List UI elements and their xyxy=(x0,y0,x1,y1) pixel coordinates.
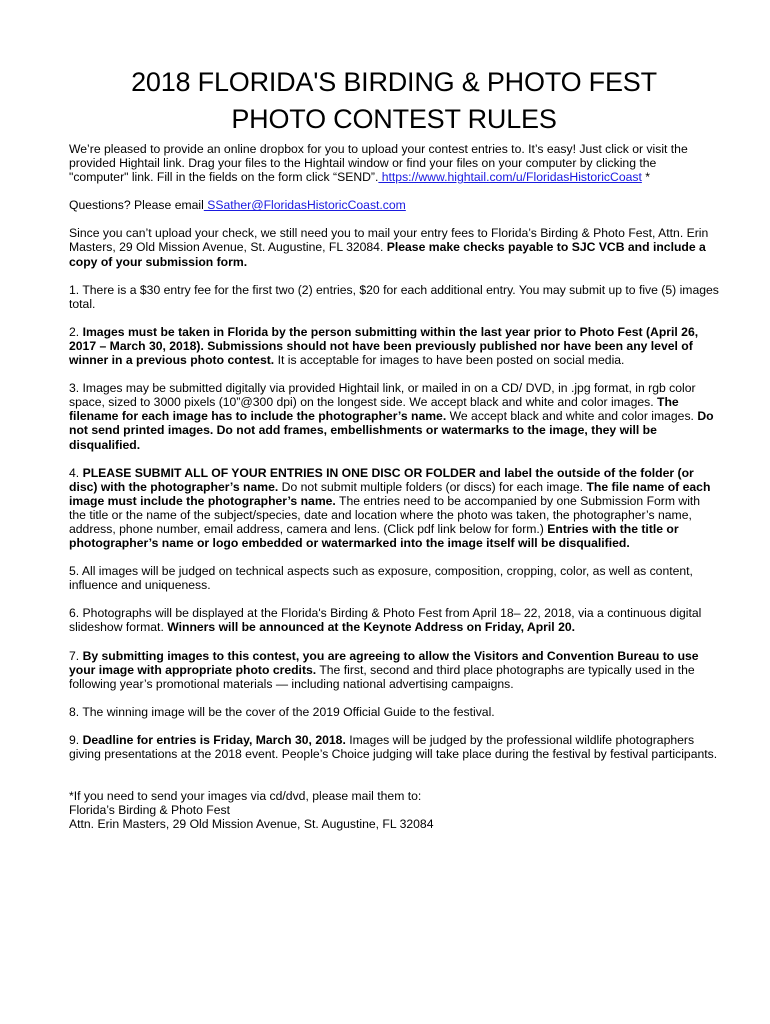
rule-9 xyxy=(69,733,719,761)
check-bold: Please make checks payable to SJC VCB and include a copy of your submission form. xyxy=(69,240,706,269)
rule-3-bold-1: The filename for each image has to include the photographer’s name. xyxy=(69,395,679,424)
document-page xyxy=(69,64,719,831)
spacer xyxy=(69,775,719,789)
rule-3 xyxy=(69,381,719,451)
rule-1-text: 1. There is a $30 entry fee for the first two (2) entries, $20 for each additional entry. You may submit up to five (5) images total. xyxy=(69,282,719,311)
document-title xyxy=(69,64,719,138)
rule-4-text-2: The entries need to be accompanied by one Submission Form with the title or the name of the subject/species, date and location where the photo was taken, the photographer’s name, address, phone number, email address, camera and lens. (Click pdf link below for form.) xyxy=(69,493,701,536)
rule-9-bold: Deadline for entries is Friday, March 30, 2018. xyxy=(82,732,346,747)
rule-7-bold: By submitting images to this contest, you are agreeing to allow the Visitors and Convention Bureau to use your image with appropriate photo credits. xyxy=(69,648,699,677)
rule-2-prefix: 2. xyxy=(69,324,83,339)
rule-2-bold: Images must be taken in Florida by the person submitting within the last year prior to Photo Fest (April 26, 2017 – March 30, 2018). Submissions should not have been previously published nor have been any level of winner in a previous photo contest. xyxy=(69,324,699,368)
rule-4-bold-2: The file name of each image must include the photographer’s name. xyxy=(69,479,711,508)
mailing-instructions xyxy=(69,789,719,831)
rule-9-text: Images will be judged by the professional wildlife photographers giving presentations at the 2018 event. People’s Choice judging will take place during the festival by festival participants. xyxy=(69,732,718,761)
intro-text: We’re pleased to provide an online dropbox for you to upload your contest entries to. It’s easy! Just click or visit the provided Hightail link. Drag your files to the Hightail window or find your files on your computer by clicking the "computer" link. Fill in the fields on the form click “SEND”. xyxy=(69,142,688,185)
rule-4-bold-1: PLEASE SUBMIT ALL OF YOUR ENTRIES IN ONE DISC OR FOLDER and label the outside of the folder (or disc) with the photographer’s name. xyxy=(69,465,694,494)
mail-line-2: Florida’s Birding & Photo Fest xyxy=(69,803,230,818)
hightail-link[interactable]: https://www.hightail.com/u/FloridasHistoricCoast xyxy=(378,170,642,185)
rule-5 xyxy=(69,564,719,592)
intro-paragraph xyxy=(69,142,719,184)
intro-suffix: * xyxy=(641,170,650,185)
mail-line-1: *If you need to send your images via cd/dvd, please mail them to: xyxy=(69,789,422,804)
rule-4-bold-3: Entries with the title or photographer’s name or logo embedded or watermarked into the image itself will be disqualified. xyxy=(69,521,679,551)
rule-4-prefix: 4. xyxy=(69,465,83,480)
rule-4 xyxy=(69,466,719,551)
rule-3-text-1: 3. Images may be submitted digitally via provided Hightail link, or mailed in on a CD/ DVD, in .jpg format, in rgb color space, sized to 3000 pixels (10”@300 dpi) on the longest side. We accept black and white and color images. xyxy=(69,381,696,410)
rule-2 xyxy=(69,325,719,367)
email-link[interactable]: SSather@FloridasHistoricCoast.com xyxy=(203,198,406,213)
rule-6-text: 6. Photographs will be displayed at the Florida's Birding & Photo Fest from April 18– 22, 2018, via a continuous digital slideshow format. xyxy=(69,606,702,635)
rule-8 xyxy=(69,705,719,719)
questions-paragraph xyxy=(69,198,719,212)
rule-8-text: 8. The winning image will be the cover of the 2019 Official Guide to the festival. xyxy=(69,704,495,719)
questions-text: Questions? Please email xyxy=(69,198,204,213)
title-line-2: PHOTO CONTEST RULES xyxy=(231,104,557,134)
mail-line-3: Attn. Erin Masters, 29 Old Mission Avenue, St. Augustine, FL 32084 xyxy=(69,817,434,832)
rule-6 xyxy=(69,606,719,634)
rule-7-text: The first, second and third place photographs are typically used in the following year’s promotional materials — including national advertising campaigns. xyxy=(69,662,695,691)
check-paragraph xyxy=(69,226,719,268)
rule-9-prefix: 9. xyxy=(69,732,83,747)
rule-3-bold-2: Do not send printed images. Do not add frames, embellishments or watermarks to the image, they will be disqualified. xyxy=(69,409,714,452)
rule-7 xyxy=(69,649,719,691)
title-line-1: 2018 FLORIDA'S BIRDING & PHOTO FEST xyxy=(131,67,657,97)
rule-5-text: 5. All images will be judged on technical aspects such as exposure, composition, cropping, color, as well as content, influence and uniqueness. xyxy=(69,564,693,593)
rule-7-prefix: 7. xyxy=(69,648,83,663)
rule-6-bold: Winners will be announced at the Keynote Address on Friday, April 20. xyxy=(167,620,576,635)
rule-4-text-1: Do not submit multiple folders (or discs) for each image. xyxy=(278,479,587,494)
rule-2-text: It is acceptable for images to have been posted on social media. xyxy=(274,353,625,368)
document-body xyxy=(69,142,719,831)
rule-1 xyxy=(69,283,719,311)
check-text: Since you can’t upload your check, we still need you to mail your entry fees to Florida’s Birding & Photo Fest, Attn. Erin Masters, 29 Old Mission Avenue, St. Augustine, FL 32084. xyxy=(69,226,709,255)
rule-3-text-2: We accept black and white and color images. xyxy=(446,409,698,424)
